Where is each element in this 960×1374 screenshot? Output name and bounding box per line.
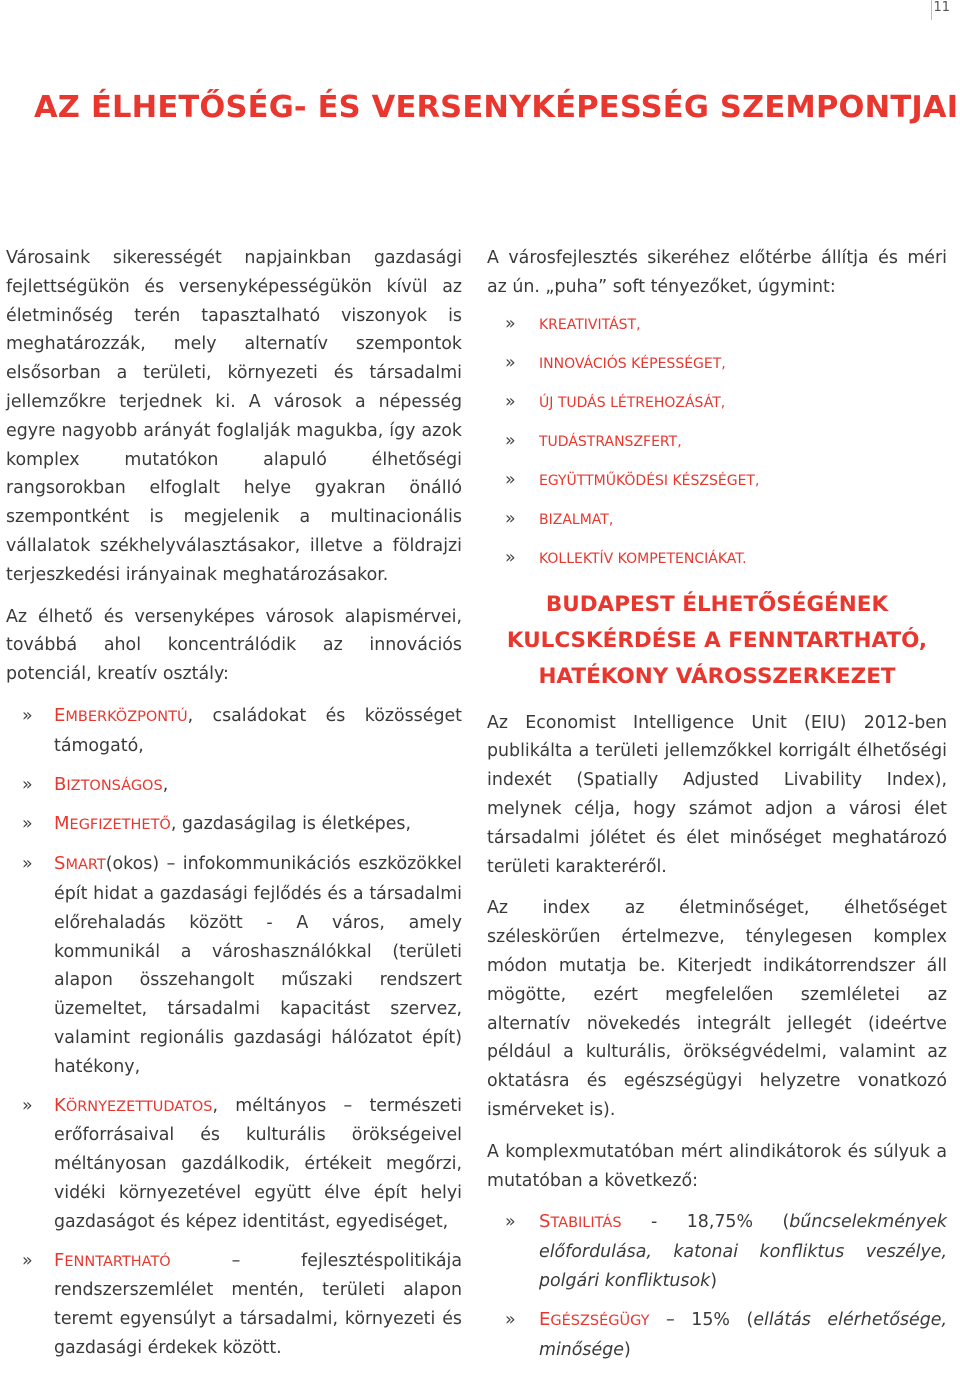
criteria-intro: Az élhető és versenyképes városok alapismérvei, továbbá ahol koncentrálódik az innovációs potenciál, kreatív osztály: [6,606,462,685]
criteria-item: » EMBERKÖZPONTÚ, családokat és közösséget támogató, [22,704,462,756]
indicator-item-health: » EGÉSZSÉGÜGY – 15% (ellátás elérhetősége, minősége) [505,1308,948,1360]
eiu-paragraph: Az Economist Intelligence Unit (EIU) 2012-ben publikálta a területi jellemzőkkel korrigált élhetőségi indexét (Spatially Adjusted Livability Index), melynek célja, hogy számot adjon a városi élet társadalmi jólétet és élet minőséget meghatározó területi karakteréről. [487,712,947,877]
left-column [6,244,462,1373]
criteria-item: » KÖRNYEZETTUDATOS, méltányos – természeti erőforrásaival és kulturális örökségeivel méltányosan gazdálkodik, értékeit megőrzi, vidéki környezetével együtt élve épít helyi gazdaságot és képez identitást, egyediséget, [22,1094,462,1232]
soft-factor-item: » INNOVÁCIÓS KÉPESSÉGET, [505,352,726,373]
soft-factor-item: » ÚJ TUDÁS LÉTREHOZÁSÁT, [505,391,726,412]
criteria-item: » BIZTONSÁGOS, [22,773,169,795]
soft-factors-intro: A városfejlesztés sikeréhez előtérbe állítja és méri az ún. „puha” soft tényezőket, úgymint: [487,248,947,297]
soft-factor-item: » KREATIVITÁST, [505,313,641,334]
soft-factor-item: » TUDÁSTRANSZFERT, [505,430,682,451]
page-number: 11 [933,0,950,15]
index-paragraph: Az index az életminőséget, élhetőséget széleskörűen értelmezve, ténylegesen komplex módon mutatja be. Kiterjedt indikátorrendszer áll mögötte, ezért megfelelően szemléletei az alternatív növekedés integrált jellegét (ideértve például a kulturális, örökségvédelmi, valamint az oktatásra és egészségügyi helyzetre vonatkozó ismérveket is). [487,898,947,1120]
subindicator-intro: A komplexmutatóban mért alindikátorok és súlyuk a mutatóban a következő: [487,1141,947,1191]
intro-paragraph: Városaink sikerességét napjainkban gazdasági fejlettségükön és versenyképességükön kívül az életminőség terén tapasztalható viszonyok is meghatározzák, mely alternatív szempontok elsősorban a területi, környezeti és társadalmi jellemzőkre terjednek ki. A városok a népesség egyre nagyobb arányát foglalják magukba, így azok komplex mutatókon alapuló élhetőségi rangsorokban elfoglalt helye gyakran önálló szempontként is megjelenik a multinacionális vállalatok székhelyválasztásakor, illetve a földrajzi terjeszkedési irányainak meghatározásakor. [6,248,462,585]
right-column [487,244,947,1374]
section-heading: BUDAPEST ÉLHETŐSÉGÉNEK KULCSKÉRDÉSE A FENNTARTHATÓ, HATÉKONY VÁROSSZERKEZET [506,591,928,689]
criteria-list [6,702,462,1363]
soft-factor-item: » EGYÜTTMŰKÖDÉSI KÉSZSÉGET, [505,469,760,490]
soft-factor-item: » KOLLEKTÍV KOMPETENCIÁKAT. [505,547,747,568]
criteria-item: » FENNTARTHATÓ – fejlesztéspolitikája rendszerszemlélet mentén, területi alapon teremt egyensúlyt a társadalmi, környezeti és gazdasági érdekek között. [22,1249,462,1358]
soft-factors-list [487,310,947,573]
page-title: AZ ÉLHETŐSÉG- ÉS VERSENYKÉPESSÉG SZEMPONTJAI [34,90,959,125]
criteria-item: » SMART(okos) – infokommunikációs eszközökkel épít hidat a gazdasági fejlődés és a társadalmi előrehaladás között - A város, amely kommunikál a városhasználókkal (területi alapon összehangolt műszaki rendszert üzemeltet, társadalmi kapacitást szervez, valamint regionális gazdasági hálózatot épít) hatékony, [22,853,462,1077]
indicator-list [487,1208,947,1364]
criteria-item: » MEGFIZETHETŐ, gazdaságilag is életképes, [22,813,412,835]
soft-factor-item: » BIZALMAT, [505,508,614,529]
indicator-item-stability: » STABILITÁS - 18,75% (bűncselekmények előfordulása, katonai konfliktus veszélye, polgári konfliktusok) [505,1211,947,1291]
